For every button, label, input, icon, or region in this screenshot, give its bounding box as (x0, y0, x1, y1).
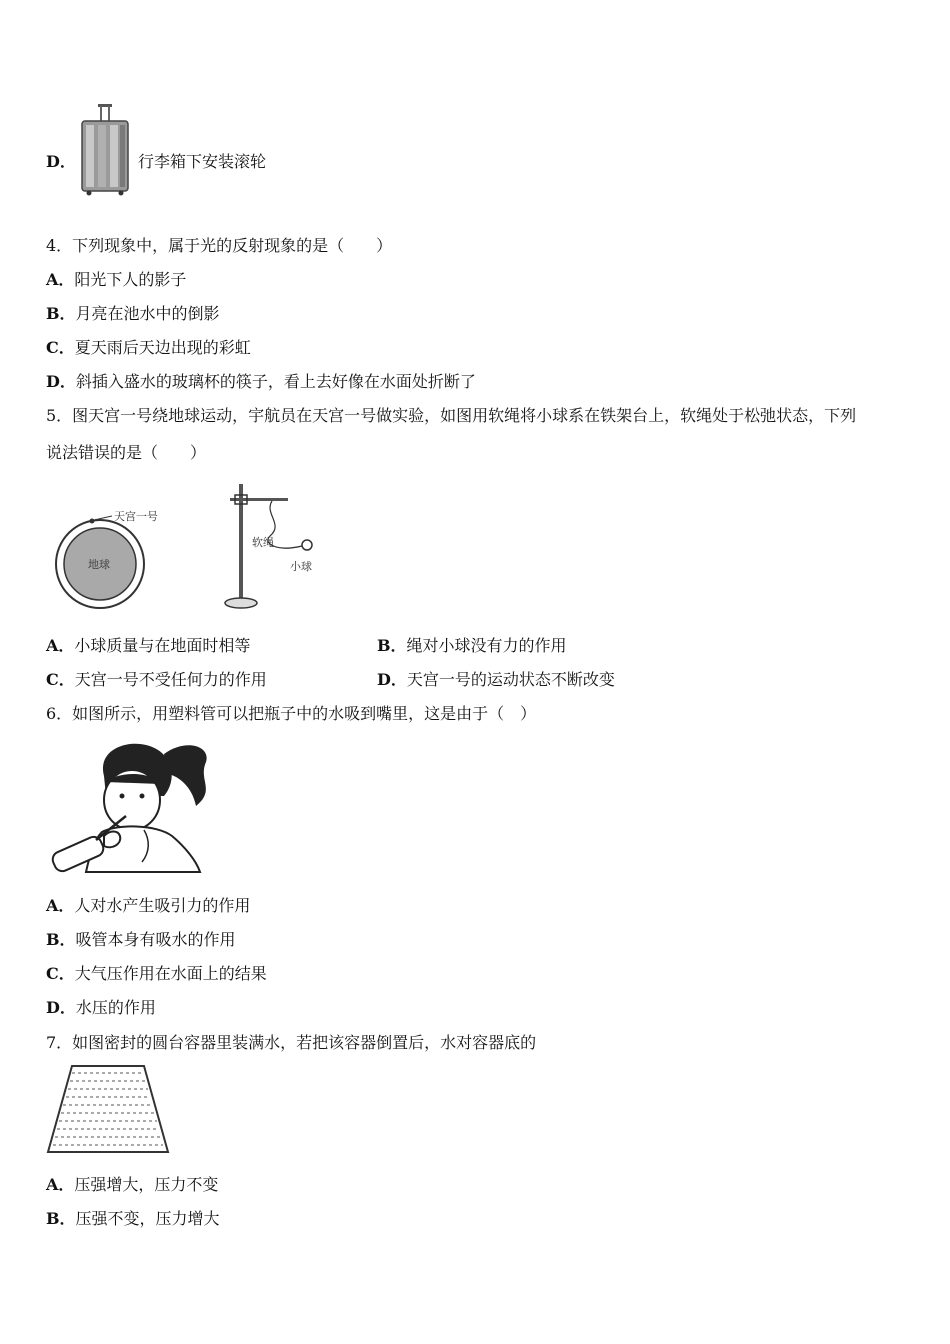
q6-option-c (46, 964, 267, 984)
q3-option-d (46, 152, 76, 172)
iron-stand-figure (222, 484, 322, 612)
option-text: 人对水产生吸引力的作用 (74, 896, 251, 915)
option-label: D． (46, 372, 76, 391)
rope-label: 软绳 (252, 536, 274, 549)
option-label: A． (46, 636, 75, 655)
q6-option-d (46, 998, 156, 1018)
option-label: C． (46, 964, 75, 983)
option-label: D． (46, 152, 76, 171)
option-text: 绳对小球没有力的作用 (406, 636, 567, 655)
option-label: D． (46, 998, 76, 1017)
girl-drinking-figure (46, 736, 216, 876)
q4-stem: 4．下列现象中，属于光的反射现象的是（ ） (46, 236, 393, 255)
q5-stem-line1: 5．图天宫一号绕地球运动，宇航员在天宫一号做实验，如图用软绳将小球系在铁架台上，软绳处于松弛状态，下列 (46, 406, 857, 425)
option-text: 小球质量与在地面时相等 (74, 636, 251, 655)
option-label: C． (46, 338, 75, 357)
q5-option-d (377, 670, 615, 690)
q6-stem: 6．如图所示，用塑料管可以把瓶子中的水吸到嘴里，这是由于（ ） (46, 704, 537, 723)
frustum-container-figure (46, 1064, 170, 1154)
option-text: 压强增大，压力不变 (74, 1175, 219, 1194)
q5-option-a (46, 636, 250, 656)
option-label: A． (46, 1175, 75, 1194)
earth-orbit-figure (52, 504, 182, 612)
q5-option-b (377, 636, 567, 656)
option-label: D． (377, 670, 407, 689)
q4-option-a (46, 270, 186, 290)
q7-option-b (46, 1209, 220, 1229)
option-label: A． (46, 896, 75, 915)
option-text: 月亮在池水中的倒影 (75, 304, 220, 323)
option-text: 压强不变，压力增大 (75, 1209, 220, 1228)
q4-option-c (46, 338, 251, 358)
option-text: 水压的作用 (75, 998, 156, 1017)
ball-label: 小球 (290, 560, 312, 573)
option-text: 吸管本身有吸水的作用 (75, 930, 236, 949)
q7-stem: 7．如图密封的圆台容器里装满水，若把该容器倒置后，水对容器底的 (46, 1033, 537, 1052)
option-text: 天宫一号不受任何力的作用 (74, 670, 267, 689)
option-label: B． (46, 304, 76, 323)
q5-stem-line2: 说法错误的是（ ） (46, 443, 207, 462)
earth-label: 地球 (88, 558, 110, 571)
option-text: 夏天雨后天边出现的彩虹 (74, 338, 251, 357)
option-label: A． (46, 270, 75, 289)
q7-option-a (46, 1175, 218, 1195)
q6-option-b (46, 930, 236, 950)
option-text: 行李箱下安装滚轮 (138, 152, 267, 171)
option-label: B． (46, 1209, 76, 1228)
option-text: 斜插入盛水的玻璃杯的筷子，看上去好像在水面处折断了 (75, 372, 476, 391)
q5-option-c (46, 670, 267, 690)
q6-option-a (46, 896, 250, 916)
option-text: 天宫一号的运动状态不断改变 (406, 670, 615, 689)
option-text: 阳光下人的影子 (74, 270, 187, 289)
q4-option-d (46, 372, 476, 392)
option-label: C． (46, 670, 75, 689)
suitcase-figure (78, 104, 132, 196)
station-label: 天宫一号 (114, 510, 158, 523)
option-label: B． (46, 930, 76, 949)
option-label: B． (377, 636, 407, 655)
option-text: 大气压作用在水面上的结果 (74, 964, 267, 983)
q4-option-b (46, 304, 220, 324)
